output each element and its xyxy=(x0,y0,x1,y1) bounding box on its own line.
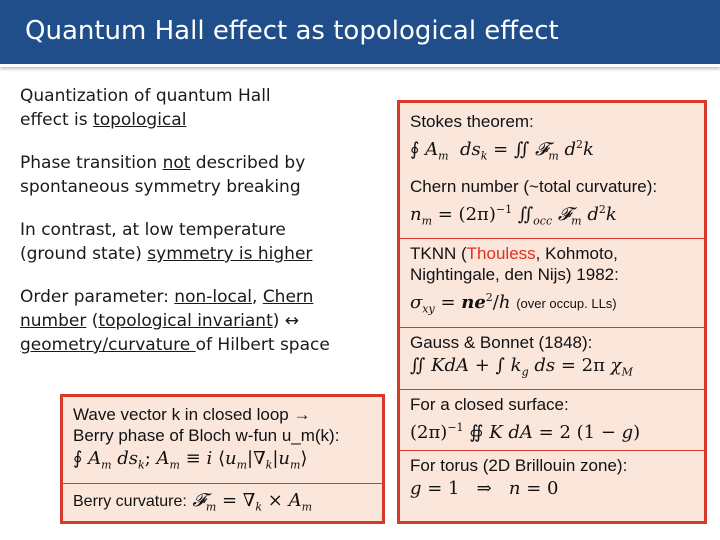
paragraph-phase-transition xyxy=(20,151,400,199)
tknn-line1: TKNN (Thouless, Kohmoto, xyxy=(410,244,618,264)
number-term: number xyxy=(20,311,87,331)
gauss-label: Gauss & Bonnet (1848): xyxy=(410,332,593,352)
berry-phase-equation: ∮ $A_m$ $ds_k$; $A_m \equiv i$ $⟨u_m|\nabla_k|u_m⟩$ xyxy=(73,448,308,472)
p3-line1: In contrast, at low temperature xyxy=(20,220,286,240)
divider-berry xyxy=(63,483,382,484)
p1-line2: effect is topological xyxy=(20,110,187,130)
symmetry-term: symmetry is higher xyxy=(147,244,313,264)
paragraph-order-parameter xyxy=(20,285,400,357)
topological-term: topological xyxy=(93,110,187,130)
p4-line1: Order parameter: non-local, Chern xyxy=(20,287,314,307)
torus-label: For torus (2D Brillouin zone): xyxy=(410,456,628,476)
p1-line1: Quantization of quantum Hall xyxy=(20,86,271,106)
berry-box xyxy=(60,394,385,524)
berry-curvature-label: Berry curvature: xyxy=(73,492,187,510)
sigma-equation: $\sigma_{xy} = ne^2/h$ (over occup. LLs) xyxy=(410,291,617,316)
paragraph-low-temperature xyxy=(20,218,400,266)
thouless-name: Thouless xyxy=(466,244,536,264)
wave-vector-label: Wave vector k in closed loop → xyxy=(73,405,311,424)
not-term: not xyxy=(162,153,191,173)
tknn-line2: Nightingale, den Nijs) 1982: xyxy=(410,265,619,285)
stokes-equation: ∮ $A_m$ $ds_k$ = ∬ 𝓕$_m$ $d^2k$ xyxy=(410,138,594,163)
gauss-equation: ∬ KdA + ∫ $k_g$ ds = 2π $\chi_M$ xyxy=(410,354,633,379)
p2-line1: Phase transition not described by xyxy=(20,153,306,173)
stokes-label: Stokes theorem: xyxy=(410,112,534,131)
paragraph-quantization xyxy=(20,84,400,132)
chern-term: Chern xyxy=(262,287,314,307)
geometry-curvature-term: geometry/curvature xyxy=(20,335,196,355)
divider-3 xyxy=(400,389,704,390)
p3-line2: (ground state) symmetry is higher xyxy=(20,244,313,264)
divider-2 xyxy=(400,327,704,328)
title-bar xyxy=(0,0,720,67)
right-formula-box xyxy=(397,100,707,524)
p2-line2: spontaneous symmetry breaking xyxy=(20,177,301,197)
divider-4 xyxy=(400,450,704,451)
non-local-term: non-local xyxy=(174,287,252,307)
topological-invariant-term: topological invariant xyxy=(98,311,273,331)
berry-phase-label: Berry phase of Bloch w-fun u_m(k): xyxy=(73,426,340,445)
p4-line2: number (topological invariant) ↔ xyxy=(20,311,300,331)
chern-label: Chern number (~total curvature): xyxy=(410,176,658,196)
slide-title: Quantum Hall effect as topological effect xyxy=(25,16,559,46)
divider-1 xyxy=(400,238,704,239)
closed-surface-equation: $(2\pi)^{-1}$ ∯ K dA = 2 (1 − g) xyxy=(410,421,641,444)
closed-surface-label: For a closed surface: xyxy=(410,395,569,415)
berry-curvature-equation: Berry curvature: 𝓕$_m$ = $\nabla_k \times A_m$ xyxy=(73,489,313,514)
p4-line3: geometry/curvature of Hilbert space xyxy=(20,335,330,355)
chern-equation: $n_m = (2\pi)^{-1}$ $∬_{occ}$ 𝓕$_m$ $d^2k$ xyxy=(410,202,617,228)
torus-equation: g = 1 ⇒ n = 0 xyxy=(410,478,559,500)
sigma-note: (over occup. LLs) xyxy=(516,296,617,312)
